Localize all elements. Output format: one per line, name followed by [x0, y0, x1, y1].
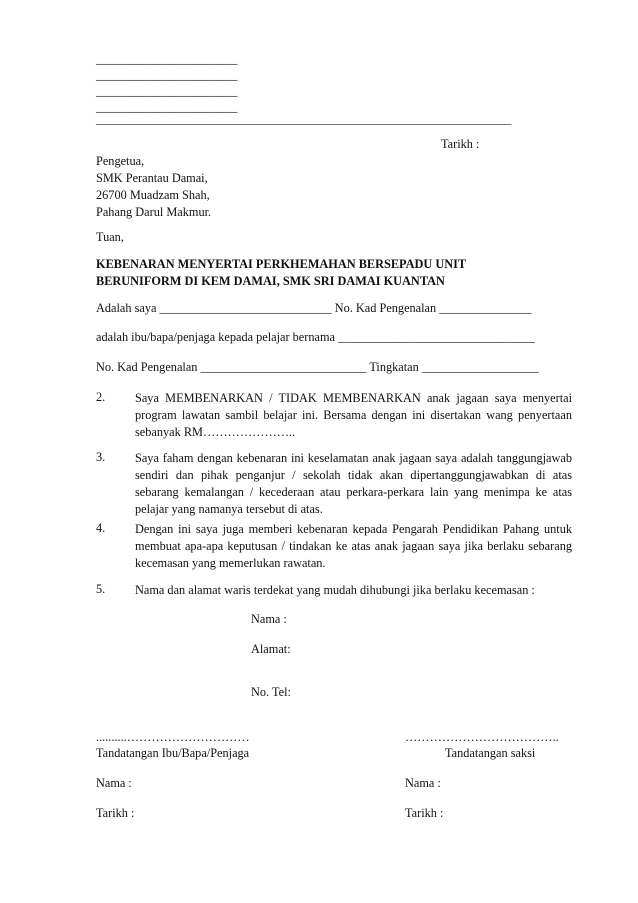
recipient-line-3: 26700 Muadzam Shah, — [96, 188, 210, 202]
parent-date-label: Tarikh : — [96, 806, 135, 820]
recipient-line-1: Pengetua, — [96, 154, 145, 168]
recipient-line-4: Pahang Darul Makmur. — [96, 205, 212, 219]
heir-phone-label: No. Tel: — [251, 685, 291, 699]
heir-name-label: Nama : — [251, 612, 287, 626]
item-text-2: Saya MEMBENARKAN / TIDAK MEMBENARKAN anak jagaan saya menyertai program lawatan sambil belajar ini. Bersama dengan ini disertakan wang penyertaan sebanyak RM………………….. — [135, 391, 572, 439]
parent-signature-label: Tandatangan Ibu/Bapa/Penjaga — [96, 746, 250, 760]
subject-line-1: KEBENARAN MENYERTAI PERKHEMAHAN BERSEPADU UNIT — [96, 257, 467, 271]
witness-date-label: Tarikh : — [405, 806, 444, 820]
student-ic-field: No. Kad Pengenalan ___________________________ Tingkatan ___________________ — [96, 360, 539, 374]
header-divider: _____________________________________________________________________________ — [96, 114, 512, 126]
sender-blank-1: _______________________ — [96, 52, 238, 66]
witness-signature-line: ……………………………….. — [405, 730, 559, 744]
item-text-3: Saya faham dengan kebenaran ini keselamatan anak jagaan saya adalah tanggungjawab sendiri dan pihak penganjur / sekolah tidak akan dipertanggungjawabkan di atas sebarang kemalangan / kecederaan atau perkara-perkara lain yang menimpa ke atas pelajar yang namanya tersebut di atas. — [135, 451, 572, 516]
item-number-2: 2. — [96, 390, 106, 404]
witness-signature-label: Tandatangan saksi — [445, 746, 536, 760]
salutation: Tuan, — [96, 230, 124, 244]
item-number-4: 4. — [96, 521, 106, 535]
sender-blank-2: _______________________ — [96, 68, 238, 82]
item-text-5: Nama dan alamat waris terdekat yang mudah dihubungi jika berlaku kecemasan : — [135, 583, 535, 597]
heir-address-label: Alamat: — [251, 642, 291, 656]
witness-name-label: Nama : — [405, 776, 441, 790]
parent-name-field: Adalah saya ____________________________ No. Kad Pengenalan _______________ — [96, 301, 532, 315]
item-text-4: Dengan ini saya juga memberi kebenaran kepada Pengarah Pendidikan Pahang untuk membuat apa-apa keputusan / tindakan ke atas anak jagaan saya jika berlaku sebarang kecemasan yang memerlukan rawatan. — [135, 522, 572, 570]
student-name-field: adalah ibu/bapa/penjaga kepada pelajar bernama ________________________________ — [96, 330, 535, 344]
sender-blank-3: _______________________ — [96, 84, 238, 98]
parent-name-label: Nama : — [96, 776, 132, 790]
recipient-line-2: SMK Perantau Damai, — [96, 171, 208, 185]
item-number-5: 5. — [96, 582, 106, 596]
item-number-3: 3. — [96, 450, 106, 464]
date-label: Tarikh : — [441, 137, 480, 151]
sender-blank-4: _______________________ — [96, 100, 238, 114]
subject-line-2: BERUNIFORM DI KEM DAMAI, SMK SRI DAMAI KUANTAN — [96, 274, 445, 288]
parent-signature-line: ..........………………………… — [96, 730, 250, 744]
